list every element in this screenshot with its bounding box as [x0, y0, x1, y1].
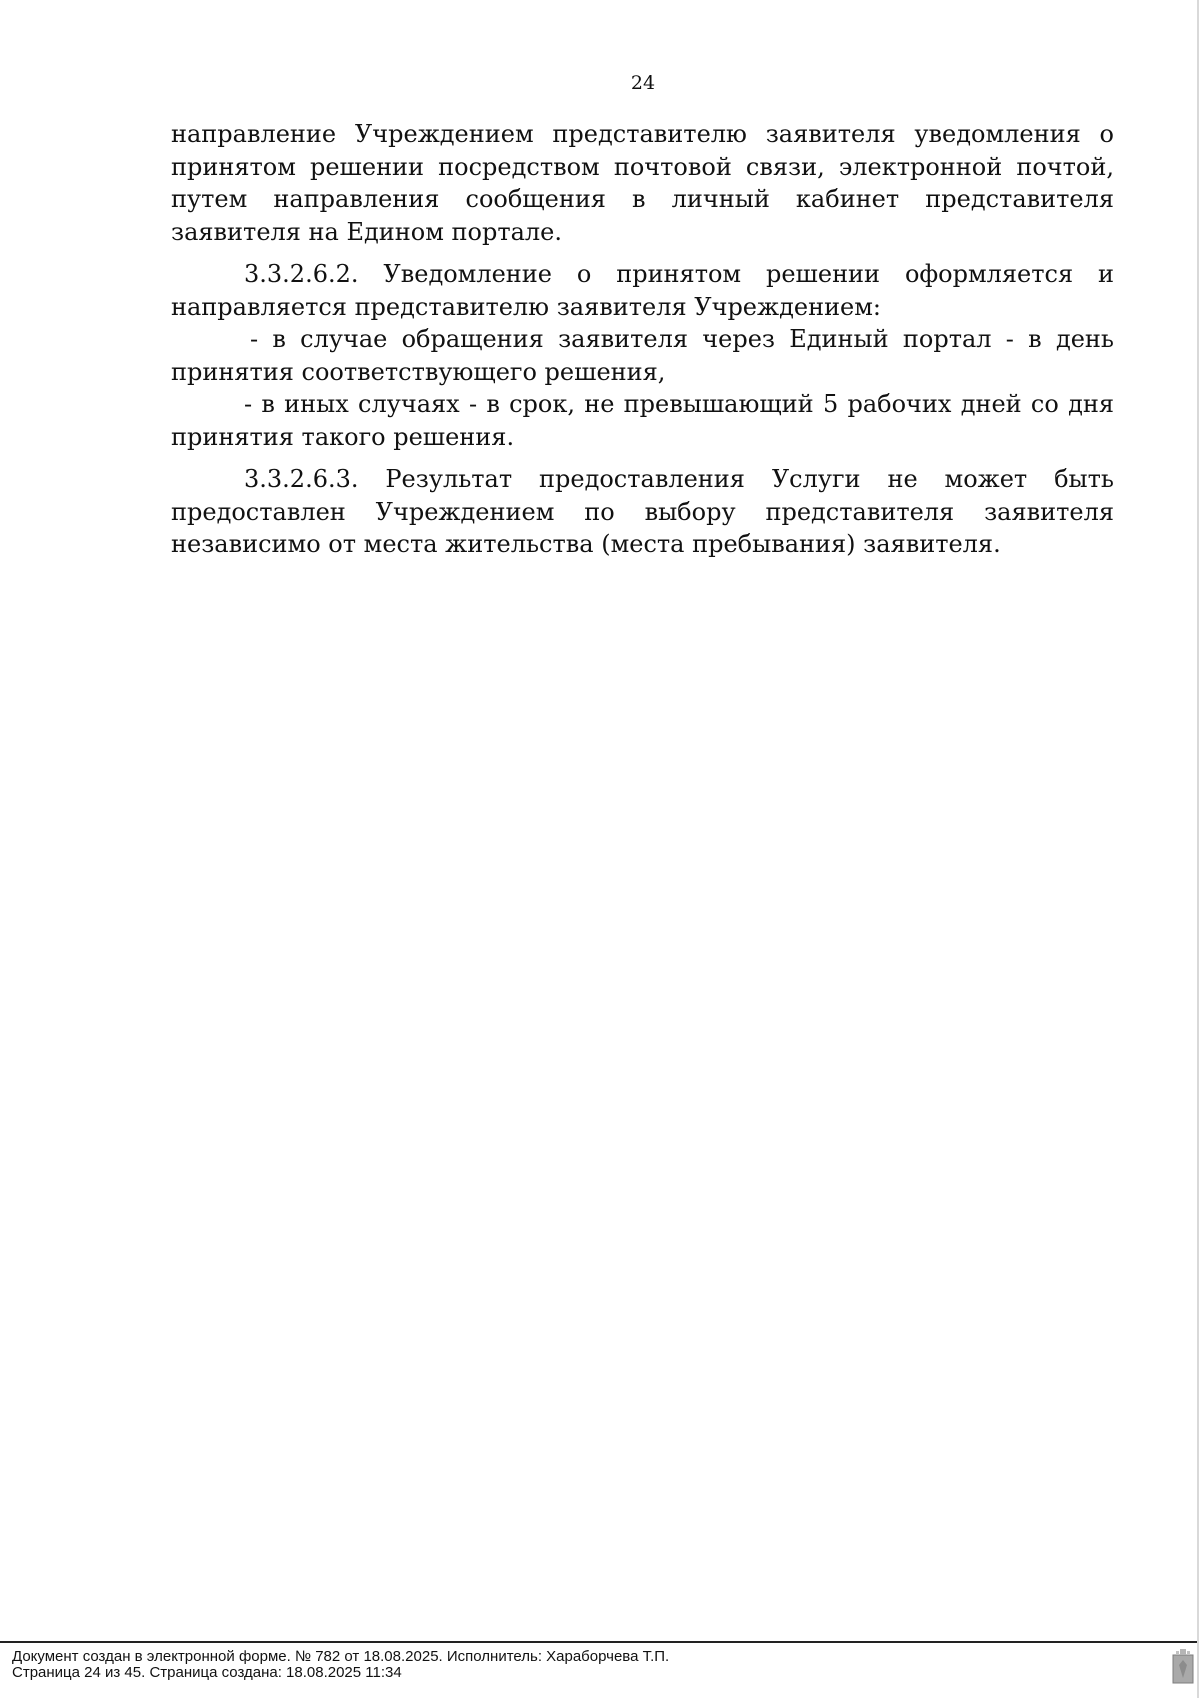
document-footer — [12, 1649, 669, 1681]
page-number: 24 — [630, 72, 656, 94]
paragraph-3-3-2-6-2: 3.3.2.6.2. Уведомление о принятом решении оформляется и направляется представителю заявителя Учреждением: — [171, 260, 1114, 321]
paragraph-3-3-2-6-3: 3.3.2.6.3. Результат предоставления Услуги не может быть предоставлен Учреждением по выбору представителя заявителя независимо от места жительства (места пребывания) заявителя. — [171, 465, 1114, 558]
footer-page-info: Страница 24 из 45. Страница создана: 18.08.2025 11:34 — [12, 1664, 402, 1681]
document-body — [171, 118, 1114, 571]
footer-document-info: Документ создан в электронной форме. № 782 от 18.08.2025. Исполнитель: Хараборчева Т.П. — [12, 1648, 670, 1665]
paragraph-notification-method: направление Учреждением представителю заявителя уведомления о принятом решении посредством почтовой связи, электронной почтой, путем направления сообщения в личный кабинет представителя заявителя на Едином портале. — [171, 120, 1114, 246]
coat-of-arms-icon — [1172, 1648, 1194, 1684]
list-item-single-portal: - в случае обращения заявителя через Единый портал - в день принятия соответствующего решения, — [171, 325, 1114, 386]
list-item-other-cases: - в иных случаях - в срок, не превышающий 5 рабочих дней со дня принятия такого решения. — [171, 390, 1114, 451]
page-edge — [1197, 0, 1199, 1698]
footer-divider — [0, 1641, 1197, 1643]
